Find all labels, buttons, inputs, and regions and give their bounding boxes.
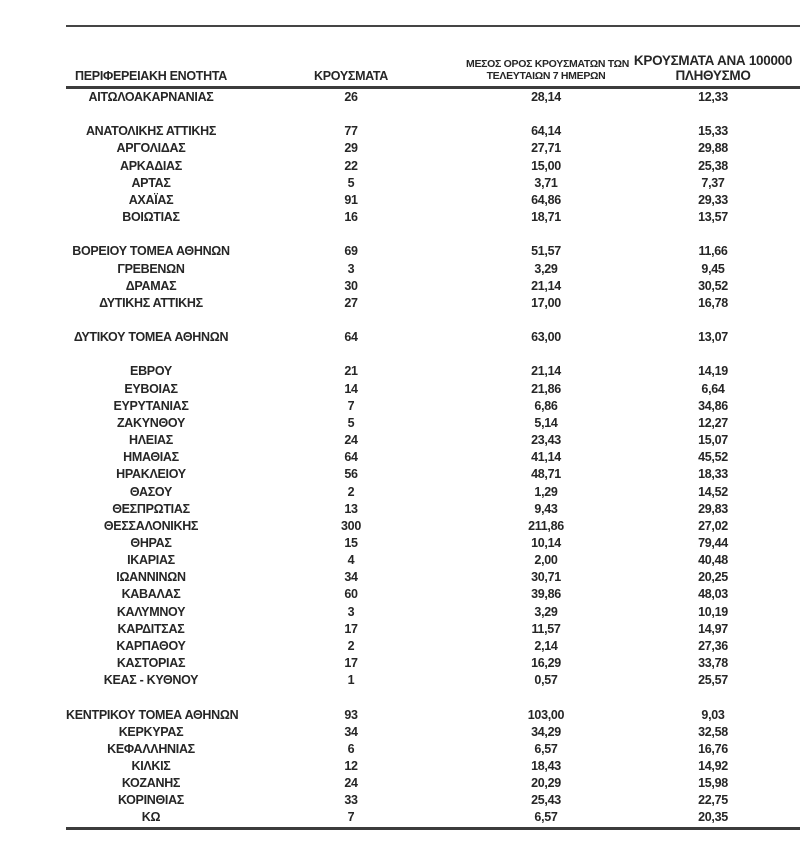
cases-value: 17	[344, 656, 358, 671]
cases-value: 15	[344, 536, 358, 550]
region-name: ΚΑΣΤΟΡΙΑΣ	[116, 656, 186, 671]
cases-value: 77	[344, 124, 358, 139]
per-100k-value: 34,86	[698, 398, 728, 413]
section-spacer	[66, 106, 800, 123]
per-100k-value: 16,76	[698, 741, 728, 756]
cases-value: 12	[344, 759, 358, 774]
table-row	[66, 432, 800, 449]
cases-value: 7	[347, 398, 355, 413]
avg-7day-value: 3,71	[534, 175, 558, 190]
region-name: ΘΗΡΑΣ	[130, 536, 172, 550]
region-name: ΚΕΑΣ - ΚΥΘΝΟΥ	[103, 673, 199, 688]
table-row	[66, 175, 800, 192]
avg-7day-value: 39,86	[531, 587, 561, 602]
region-name: ΑΙΤΩΛΟΑΚΑΡΝΑΝΙΑΣ	[88, 90, 214, 104]
per-100k-value: 30,52	[698, 278, 728, 293]
avg-7day-value: 211,86	[528, 518, 564, 533]
per-100k-value: 14,19	[698, 364, 728, 379]
table-body	[66, 88, 800, 829]
cases-value: 56	[344, 467, 358, 482]
column-header-regional-unit: ΠΕΡΙΦΕΡΕΙΑΚΗ ΕΝΟΤΗΤΑ	[66, 26, 236, 88]
per-100k-value: 16,78	[698, 295, 728, 310]
avg-7day-value: 5,14	[534, 415, 558, 430]
table-row	[66, 535, 800, 552]
cases-value: 60	[344, 587, 358, 602]
per-100k-value: 6,64	[701, 381, 725, 396]
table-row	[66, 672, 800, 689]
table-header	[66, 26, 800, 88]
cases-value: 1	[347, 673, 355, 688]
region-name: ΔΥΤΙΚΗΣ ΑΤΤΙΚΗΣ	[99, 295, 203, 310]
spacer-cell	[66, 226, 800, 243]
cases-value: 2	[347, 638, 355, 653]
per-100k-value: 11,66	[698, 244, 728, 259]
avg-7day-value: 11,57	[531, 621, 561, 636]
avg-7day-value: 0,57	[534, 673, 558, 688]
table-row	[66, 758, 800, 775]
per-100k-value: 33,78	[698, 656, 728, 671]
per-100k-value: 79,44	[698, 536, 728, 550]
section-spacer	[66, 346, 800, 363]
avg-7day-value: 6,57	[534, 810, 558, 825]
cases-value: 14	[344, 381, 358, 396]
region-name: ΕΥΒΟΙΑΣ	[124, 381, 178, 396]
avg-7day-value: 17,00	[531, 295, 561, 310]
table-row	[66, 88, 800, 107]
avg-7day-value: 48,71	[531, 467, 561, 482]
cases-value: 24	[344, 433, 358, 448]
table-row	[66, 243, 800, 260]
per-100k-value: 15,33	[698, 124, 728, 139]
table-row	[66, 261, 800, 278]
per-100k-value: 12,27	[698, 415, 728, 430]
region-name: ΙΩΑΝΝΙΝΩΝ	[116, 570, 186, 585]
table-row	[66, 158, 800, 175]
table-row	[66, 329, 800, 346]
region-name: ΑΧΑΪΑΣ	[128, 192, 174, 207]
region-name: ΗΡΑΚΛΕΙΟΥ	[116, 467, 186, 482]
avg-7day-value: 18,71	[531, 210, 561, 225]
section-spacer	[66, 689, 800, 706]
region-name: ΚΕΡΚΥΡΑΣ	[118, 724, 184, 739]
region-name: ΗΜΑΘΙΑΣ	[123, 450, 179, 465]
region-name: ΑΡΓΟΛΙΔΑΣ	[116, 141, 186, 156]
cases-value: 69	[344, 244, 358, 259]
avg-7day-value: 20,29	[531, 776, 561, 791]
region-name: ΚΕΦΑΛΛΗΝΙΑΣ	[107, 741, 195, 756]
cases-value: 4	[347, 553, 355, 568]
avg-7day-value: 64,14	[531, 124, 561, 139]
per-100k-value: 14,52	[698, 484, 728, 499]
avg-7day-value: 63,00	[531, 330, 561, 345]
cases-value: 300	[341, 518, 361, 533]
cases-value: 33	[344, 793, 358, 808]
cases-value: 34	[344, 724, 358, 739]
avg-7day-value: 27,71	[531, 141, 561, 156]
cases-value: 29	[344, 141, 358, 156]
region-name: ΔΥΤΙΚΟΥ ΤΟΜΕΑ ΑΘΗΝΩΝ	[73, 330, 229, 345]
table-row	[66, 484, 800, 501]
table-row	[66, 518, 800, 535]
per-100k-value: 48,03	[698, 587, 728, 602]
per-100k-value: 9,03	[701, 707, 725, 722]
column-header-cases: ΚΡΟΥΣΜΑΤΑ	[236, 26, 466, 88]
cases-value: 16	[344, 210, 358, 225]
table-row	[66, 140, 800, 157]
region-name: ΗΛΕΙΑΣ	[129, 433, 173, 448]
table-row	[66, 123, 800, 140]
region-name: ΕΒΡΟΥ	[130, 364, 172, 379]
cases-value: 93	[344, 707, 358, 722]
avg-7day-value: 2,14	[534, 638, 558, 653]
table-row	[66, 741, 800, 758]
per-100k-value: 25,38	[698, 158, 728, 173]
table-row	[66, 295, 800, 312]
avg-7day-value: 51,57	[531, 244, 561, 259]
avg-7day-value: 21,14	[531, 364, 561, 379]
table-row	[66, 501, 800, 518]
table-header-row	[66, 26, 800, 88]
cases-value: 3	[347, 604, 355, 619]
region-name: ΚΑΡΔΙΤΣΑΣ	[117, 621, 185, 636]
table-row	[66, 449, 800, 466]
per-100k-value: 29,83	[698, 501, 728, 516]
spacer-cell	[66, 312, 800, 329]
region-name: ΙΚΑΡΙΑΣ	[127, 553, 175, 568]
table-row	[66, 192, 800, 209]
per-100k-value: 29,33	[698, 192, 728, 207]
region-name: ΚΙΛΚΙΣ	[131, 759, 171, 774]
cases-value: 7	[347, 810, 355, 825]
region-name: ΓΡΕΒΕΝΩΝ	[117, 261, 185, 276]
avg-7day-value: 16,29	[531, 656, 561, 671]
cases-value: 64	[344, 450, 358, 465]
region-name: ΑΝΑΤΟΛΙΚΗΣ ΑΤΤΙΚΗΣ	[85, 124, 217, 139]
spacer-cell	[66, 346, 800, 363]
region-name: ΚΑΡΠΑΘΟΥ	[116, 638, 186, 653]
avg-7day-value: 25,43	[531, 793, 561, 808]
region-name: ΚΩ	[141, 810, 161, 825]
cases-value: 21	[344, 364, 358, 379]
per-100k-value: 15,98	[698, 776, 728, 791]
cases-value: 13	[344, 501, 358, 516]
table-row	[66, 604, 800, 621]
region-name: ΘΑΣΟΥ	[129, 484, 173, 499]
table-row	[66, 655, 800, 672]
cases-value: 27	[344, 295, 358, 310]
table-row	[66, 621, 800, 638]
region-name: ΕΥΡΥΤΑΝΙΑΣ	[113, 398, 189, 413]
table-row	[66, 278, 800, 295]
region-name: ΑΡΤΑΣ	[131, 175, 171, 190]
table-row	[66, 363, 800, 380]
avg-7day-value: 64,86	[531, 192, 561, 207]
per-100k-value: 20,25	[698, 570, 728, 585]
region-name: ΑΡΚΑΔΙΑΣ	[119, 158, 182, 173]
region-name: ΒΟΙΩΤΙΑΣ	[122, 210, 180, 225]
avg-7day-value: 10,14	[531, 536, 561, 550]
region-name: ΚΑΒΑΛΑΣ	[121, 587, 181, 602]
region-name: ΚΑΛΥΜΝΟΥ	[116, 604, 186, 619]
cases-value: 26	[344, 90, 358, 104]
table-row	[66, 638, 800, 655]
spacer-cell	[66, 106, 800, 123]
region-name: ΖΑΚΥΝΘΟΥ	[116, 415, 186, 430]
cases-value: 6	[347, 741, 355, 756]
avg-7day-value: 21,14	[531, 278, 561, 293]
per-100k-value: 22,75	[698, 793, 728, 808]
avg-7day-value: 9,43	[534, 501, 558, 516]
table-row	[66, 775, 800, 792]
table-row	[66, 415, 800, 432]
avg-7day-value: 3,29	[534, 261, 558, 276]
region-name: ΒΟΡΕΙΟΥ ΤΟΜΕΑ ΑΘΗΝΩΝ	[72, 244, 230, 259]
column-header-avg-7day: ΜΕΣΟΣ ΟΡΟΣ ΚΡΟΥΣΜΑΤΩΝ ΤΩΝ ΤΕΛΕΥΤΑΙΩΝ 7 ΗΜΕΡΩΝ	[466, 26, 626, 88]
region-name: ΚΟΡΙΝΘΙΑΣ	[117, 793, 185, 808]
region-name: ΚΕΝΤΡΙΚΟΥ ΤΟΜΕΑ ΑΘΗΝΩΝ	[66, 707, 239, 722]
per-100k-value: 13,57	[698, 210, 728, 225]
table-row	[66, 792, 800, 809]
cases-value: 34	[344, 570, 358, 585]
avg-7day-value: 6,86	[534, 398, 558, 413]
cases-value: 5	[347, 175, 355, 190]
table-row	[66, 398, 800, 415]
per-100k-value: 7,37	[701, 175, 725, 190]
avg-7day-value: 3,29	[534, 604, 558, 619]
avg-7day-value: 28,14	[531, 90, 561, 104]
cases-value: 91	[344, 192, 358, 207]
avg-7day-value: 21,86	[531, 381, 561, 396]
section-spacer	[66, 312, 800, 329]
avg-7day-value: 34,29	[531, 724, 561, 739]
table-row	[66, 381, 800, 398]
per-100k-value: 18,33	[698, 467, 728, 482]
regional-cases-table	[66, 25, 800, 830]
per-100k-value: 14,97	[698, 621, 728, 636]
cases-value: 2	[347, 484, 355, 499]
avg-7day-value: 2,00	[534, 553, 558, 568]
avg-7day-value: 23,43	[531, 433, 561, 448]
region-name: ΘΕΣΣΑΛΟΝΙΚΗΣ	[103, 518, 199, 533]
cases-value: 17	[344, 621, 358, 636]
cases-value: 24	[344, 776, 358, 791]
section-spacer	[66, 226, 800, 243]
per-100k-value: 15,07	[698, 433, 728, 448]
table-row	[66, 809, 800, 828]
cases-value: 64	[344, 330, 358, 345]
per-100k-value: 9,45	[701, 261, 725, 276]
region-name: ΘΕΣΠΡΩΤΙΑΣ	[112, 501, 190, 516]
cases-value: 3	[347, 261, 355, 276]
table-row	[66, 569, 800, 586]
per-100k-value: 13,07	[698, 330, 728, 345]
avg-7day-value: 41,14	[531, 450, 561, 465]
spacer-cell	[66, 689, 800, 706]
per-100k-value: 12,33	[698, 90, 728, 104]
cases-value: 30	[344, 278, 358, 293]
table-row	[66, 209, 800, 226]
table-row	[66, 707, 800, 724]
table-row	[66, 466, 800, 483]
table-row	[66, 586, 800, 603]
per-100k-value: 10,19	[698, 604, 728, 619]
per-100k-value: 27,36	[698, 638, 728, 653]
per-100k-value: 32,58	[698, 724, 728, 739]
avg-7day-value: 1,29	[534, 484, 558, 499]
avg-7day-value: 18,43	[531, 759, 561, 774]
table-row	[66, 552, 800, 569]
per-100k-value: 45,52	[698, 450, 728, 465]
column-header-per-100k: ΚΡΟΥΣΜΑΤΑ ΑΝΑ 100000 ΠΛΗΘΥΣΜΟ	[626, 26, 800, 88]
per-100k-value: 14,92	[698, 759, 728, 774]
per-100k-value: 29,88	[698, 141, 728, 156]
avg-7day-value: 103,00	[527, 707, 565, 722]
cases-value: 5	[347, 415, 355, 430]
region-name: ΚΟΖΑΝΗΣ	[121, 776, 181, 791]
avg-7day-value: 15,00	[531, 158, 561, 173]
per-100k-value: 25,57	[698, 673, 728, 688]
per-100k-value: 40,48	[698, 553, 728, 568]
per-100k-value: 27,02	[698, 518, 728, 533]
cases-value: 22	[344, 158, 358, 173]
avg-7day-value: 6,57	[534, 741, 558, 756]
table-row	[66, 724, 800, 741]
region-name: ΔΡΑΜΑΣ	[125, 278, 177, 293]
per-100k-value: 20,35	[698, 810, 728, 825]
avg-7day-value: 30,71	[531, 570, 561, 585]
